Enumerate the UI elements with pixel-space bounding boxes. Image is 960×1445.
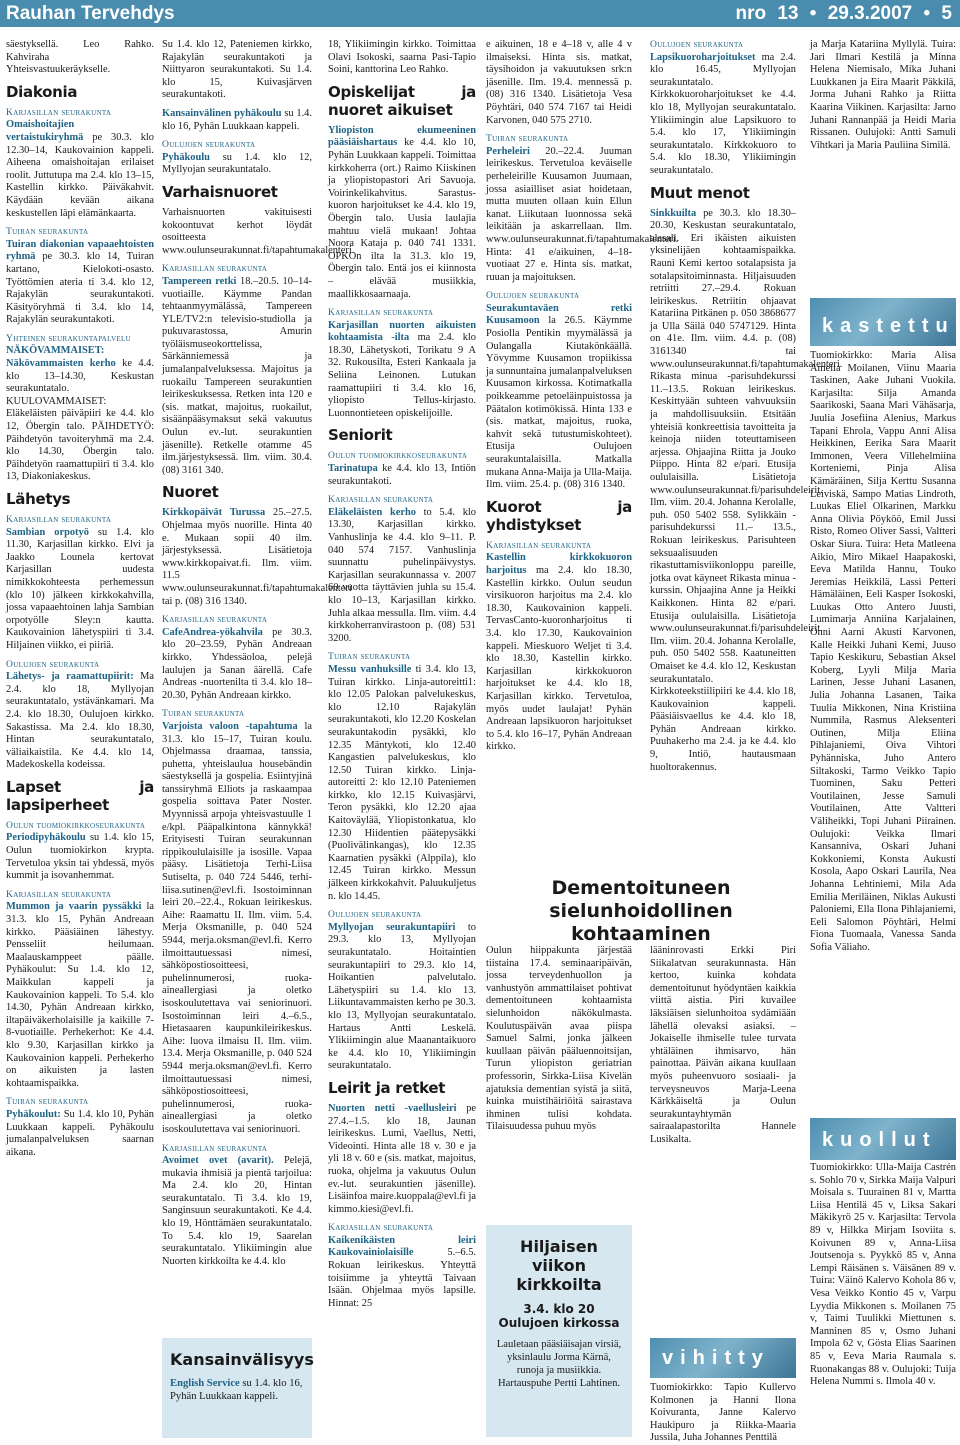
event-text: to 29.3. klo 13, Myllyojan seurakuntatalo. Hoitaintien seurakuntapiiri to 29.3. klo 14, Hoikantien palvelutalo. Lähetyspiiri su 1.4. klo 13. Liikuntavammaisten kerho pe 30.3. klo 13, Myllyojan seurakuntatalo. Hartaus Antti Leskelä. Ylikiimingin alue Maanantaikuoro ke 4.4. klo 10, Ylikiimingin seurakuntatalo. xyxy=(328,921,476,1072)
event-text: Tuomiokirkko: Maria Alisa Amelia Moilanen, Viinu Maaria Taskinen, Aake Juhani Vuokila. Karjasilta: Silja Amanda Saarikoski, Saana Mari Vähäsarja, Juulia Josefiina Alenius, Markus Tapani Ehrola, Vappu Anni Alisa Heikkinen, Eerika Sara Maarit Immonen, Veera Villehelmiina Korteniemi, Pinja Alisa Kämäräinen, Silja Kerttu Susanna Leiviskä, Sampo Matias Lindroth, Luukas Eliel Olkarinen, Markku Anna Olivia Pöyköö, Emil Jussi Risto, Romeo Oliver Sassi, Valtteri Oskar Siura. Tuira: Heta Matleena Aikio, Miro Mikael Haapakoski, Eeva Matilda Hannu, Touko Jeremias Heikkilä, Lassi Petteri Hämäläinen, Eeli Kasper Isokoski, Luukas Otto Antero Juusti, Lumimarja Anniina Karjalainen, Onni Aarni Akusti Karvonen, Kalle Heikki Juhani Kemi, Juuso Tapio Keskikuru, Sebastian Aksel Koberg, Lyyli Milja Maria Larinen, Jesse Juhani Lasanen, Julia Johanna Lasanen, Taika Tuulia Mikkonen, Nina Kristiina Nummila, Rasmus Aleksenteri Outinen, Milja Eliina Pihlajaniemi, Oiva Vihtori Pyhänniska, Juho Antero Siltakoski, Tarmo Veikko Tapio Tuominen, Saku Petteri Voutilainen, Jesse Samuli Voutilainen, Atte Valtteri Väliheikki, Topi Juhani Piirainen. Oulujoki: Veikka Ilmari Kansanniva, Oskari Juhani Kokkoniemi, Konsta Aukusti Kosola, Aapo Oskari Laurila, Nea Johanna Lehtiniemi, Mila Ada Emilia Meriläinen, Niklas Aukusti Paloniemi, Ella Ilona Pihlajaniemi, Eeli Salomon Pöyhtäri, Helmi Fiona Tuomaala, Vanessa Sanda Sofia Väliaho. xyxy=(810,350,956,953)
parish-name: Karjasillan seurakunta xyxy=(486,539,592,551)
parish-name: Oulun tuomiokirkkoseurakunta xyxy=(328,450,468,462)
listing-entry xyxy=(6,333,154,484)
column-3 xyxy=(328,39,476,1316)
parish-name: Yhteinen seurakuntapalvelu xyxy=(6,332,131,344)
article-left-column: Oulun hiippakunta järjestää tiistaina 17.4. seminaaripäivän, jossa terveydenhuollon ja vanhustyön ammattilaiset pohtivat dementoituneen kohtaamista sielunhoidon näkökulmasta. Koulutuspäivän avaa piispa Samuel Salmi, jonka jälkeen kuullaan päivän pääluennoitsijan, Turun yliopiston geriatrian professorin, Sirkka-Liisa Kivelän ajatuksia dementian syistä ja siitä, kuinka muistihäiriöitä sairastava ihminen tulisi kohdata. Tilaisuudessa puhuu myös xyxy=(486,945,632,1133)
event-text: ja Marja Katariina Myllylä. Tuira: Jari Ilmari Kestilä ja Minna Helena Niemisalo, Mika Juhani Luukkanen ja Eira Maarit Päkkilä, Jorma Juhani Rahko ja Riitta Kaarina Viikinen. Karjasilta: Jarno Juhani Rannanpää ja Heidi Maria Rissanen. Oulujoki: Antti Samuli Vihtkari ja Maria Pauliina Similä. xyxy=(810,39,956,151)
section-heading: Diakonia xyxy=(6,82,78,101)
event-title: Messu vanhuksille xyxy=(328,663,412,675)
box-title: Kansainvälisyys xyxy=(170,1350,314,1369)
event-title: Perheleiri xyxy=(486,145,530,157)
column-5-vihityt xyxy=(650,1382,796,1445)
event-text: 18.–20.5. 10–14-vuotiaille. Käymme Pandan tehtaanmyymälässä, Tampereen YLE/TV2:n televisio-studiolla ja pukuvarastossa, Amurin työläismuseokorttelissa, Särkänniemessä ja jumalanpalveluksessa. Majoitus ja ruokailu Tampereen seurakuntien leirikeskuksessa. Retken inta 120 e (sis. matkat, majoitus, ruokailut, sisäänpääsymaksut sekä vakuutus Oulun ev.-lut. seurakuntien jäsenille). Retkelle otamme 45 ilm.järjestyksessä. Ilm. viim. 30.4. (08) 3161 340. xyxy=(162,275,312,476)
parish-name: Karjasillan seurakunta xyxy=(6,106,112,118)
listing-entry xyxy=(810,1162,956,1389)
event-text: 25.–27.5. Ohjelmaa myös nuorille. Hinta 40 e. Mukaan sopii 40 ilm. järjestyksessä. Lisätietoja www.kirkkopaivat.fi. Ilm. viim. 11.5 www.oulunseurakunnat.fi/tapahtumakalenteri tai p. (08) 316 1340. xyxy=(162,507,352,607)
article-dementoituneen xyxy=(486,877,796,1145)
event-text: pe 30.3. klo 18.30–20.30, Keskustan seurakuntatalo, alasali. Eri ikäisten aikuisten yksinelijäen kohtaamispaikka. Rauni Kemi kertoo sotalapsista ja sotalapsitoiminnasta. Hiljaisuuden retriitti 27.–29.4. Rokuan leirikeskus. Retriitin ohjaavat Katariina Pitkänen p. 050 3868677 ja Ulla Säilä 040 5747129. Hinta on 41e. Ilm. viim. 4.4. p. (08) 3161340 tai www.oulunseurakunnat.fi/tapahtumakalenteri. Rikasta minua -parisuhdekurssi 11.–13.5. Rokuan leirikeskus. Keskittyään suhteen vahvuuksiin ja mahdollisuuksiin. Etsitään yhteisiä konkreettisia tavoitteita ja keinoja niiden toteuttamiseen arjessa. Ohjaajina Riitta ja Jouko Piippo. Hinta 82 e/pari. Etusija oululaisilla. Lisätietoja www.oulunseurakunnat.fi/parisuhdeleirit. Ilm. viim. 20.4. Johanna Kerolalle, puh. 050 5402 558. Sylikkäin -parisuhdekurssi 11.– 13.5., Rokuan leirikeskus. Parisuhteen seksuaalisuuden rikastuttamisviikonloppu pareille, jotka ovat käyneet Rikasta minua -kurssin. Ohjaajina Anne ja Heikki Kaikkonen. Hinta 82 e/pari. Etusija oululaisilla. Lisätietoja www.oulunseurakunnat.fi/parisuhdeleirit. Ilm. viim. 20.4. Johanna Kerolalle, puh. 050 5402 558. Kaatuneitten Omaiset ke 4.4. klo 12, Keskustan seurakuntatalo. Kirkkoteekstiilipiiri ke 4.4. klo 18, Kaukovainion kappeli. Pääsiäisvaellus ke 4.4. klo 18, Pyhän Andreaan kirkko. Puuhakerho ma 2.4. ja ke 4.4. klo 9, Intiö, hautausmaan huoltorakennus. xyxy=(650,207,843,773)
listing-entry xyxy=(162,1143,312,1269)
event-title: Lapsikuoroharjoitukset xyxy=(650,51,756,63)
listing-entry xyxy=(328,651,476,903)
listing-entry xyxy=(486,39,632,127)
event-title: Myllyojan seurakuntapiiri xyxy=(328,921,456,933)
box-subtitle: 3.4. klo 20 Oulujoen kirkossa xyxy=(498,1302,620,1330)
event-title: Tuiran diakonian vapaaehtoisten ryhmä xyxy=(6,238,154,263)
article-title: Dementoituneen sielunhoidollinen kohtaaminen xyxy=(549,877,733,945)
listing-entry xyxy=(6,889,154,1091)
event-text: to 5.4. klo 13.30, Karjasillan kirkko. Vanhuslinja ke 4.4. klo 9–11. P. 040 574 7157. Vanhuslinja suunnattu puhelinpäivystys. Karjasillan seurakunnassa v. 2007 60 vuotta täyttävien juhla su 15.4. klo 10–13, Karjasillan kirkko. Juhla alkaa messulla. Ilm. viim. 4.4 kirkkoherranvirastoon p. (08) 531 3200. xyxy=(328,506,476,644)
parish-name: Karjasillan seurakunta xyxy=(328,307,434,319)
parish-name: Oulujoen seurakunta xyxy=(650,39,744,50)
event-text: ma 2.4. klo 18.30, Kastellin kirkko. Oulun seudun virsikuoron harjoitus ma 2.4. klo 18.30, Kaukovainion kappeli. TervasCanto-kuoronharjoitus ti 3.4. klo 17.30, Kaukovainion kappeli. Mieskuoro Weljet ti 3.4. klo 18.30, Kastellin kirkko. Karjasillan kirkkokuoron harjoitukset ke 4.4. klo 18, Karjasillan kirkko. Tervetuloa, myös uudet laulajat! Pyhän Andreaan lapsikuoron harjoitukset to 5.4. klo 16–17, Pyhän Andreaan kirkko. xyxy=(486,564,632,753)
article-right-column: lääninrovasti Erkki Piri Siikalatvan seurakunnasta. Hän kertoo, kuinka kohdata dementoitunut hyödyntäen kaikkia viittä aistia. Piri kuvailee läksiäisen sielunhoitoa sydämiään lähellä olevaksi asiaksi. – Jokaiselle ihmiselle tulee turvata yhtäläinen ihmisarvo, hän painottaa. Päivän aikana kuullaan myös puheenvuoro sosiaali- ja terveysneuvos Marja-Leena Kärkkäiseltä ja Oulun seurakuntayhtymän sairaalapastorilta Hannele Lusikalta. xyxy=(650,945,796,1145)
column-6-kastetut xyxy=(810,350,956,961)
event-text: pe 30.3. klo 12.30–14, Kaukovainion kappeli. Aiheena omaishoitajan erilaiset roolit. Juttutupa ma 2.4. klo 13–15, Kastellin kirkko. Päiväkahvit. Käydään kevään aikana keskustellen läpi elämänkaarta. xyxy=(6,131,154,219)
event-text: ti 3.4. klo 13, Tuiran kirkko. Linja-autoreitti1: klo 12.05 Palokan palvelukeskus, klo 12.10 Rajakylän seurakuntakoti, klo 12.20 Koskelan seurakuntakodin pysäkki, klo 12.35 Mäntykoti, klo 12.40 Kangastien palvelukeskus, klo 12.50 Tuiran kirkko. Linja-autoreitti 2: klo 12.10 Pateniemen kirkko, klo 12.15 Kuivasjärvi, Teron pysäkki, klo 12.20 ajaa Kaitoväylää, Yliopistonkatua, klo 12.30 Hiidentien päätepysäkki (Puolivälinkangas), klo 12.35 Kaarnatien pysäkki (Alppila), klo 12.45 Tuiran kirkko. Messun jälkeen kirkkokahvit. Paluukuljetus n. klo 14.45. xyxy=(328,663,476,902)
event-text: pe 30.3. klo 20–23.59, Pyhän Andreaan kirkko. Yhdessäoloa, pelejä laulujen ja Sanan äärellä. Cafe Andreas -nuortenilta ti 3.4. klo 18–20.30, Pyhän Andreaan kirkko. xyxy=(162,626,312,701)
section-heading: Kuorot ja yhdistykset xyxy=(486,497,632,534)
parish-name: Karjasillan seurakunta xyxy=(328,494,434,506)
event-text: su 1.4. klo 12, Myllyojan seurakuntatalo. xyxy=(162,151,312,176)
box-body: Lauletaan pääsiäisajan virsiä, yksinlaulu Jorma Kärnä, runoja ja musiikkia. Hartauspuhe Pertti Lahtinen. xyxy=(496,1339,622,1389)
listing-entry xyxy=(810,39,956,152)
listing-entry xyxy=(328,125,476,301)
event-text: 18, Ylikiimingin kirkko. Toimittaa Olavi Isokoski, saarna Pasi-Tapio Soini, kanttorina Leo Rahko. xyxy=(328,39,476,76)
event-text: Su 1.4. klo 10, Pyhän Luukkaan kappeli. Pyhäkoulu jumalanpalveluksen saarnan aikana. xyxy=(6,1108,154,1158)
listing-entry xyxy=(162,39,312,102)
listing-entry xyxy=(162,708,312,1136)
event-text: la 31.3. klo 15–17, Tuiran koulu. Ohjelmassa draamaa, tanssia, puhetta, yhteislaulua housebändin säestyksellä ja gospelia. Esiintyjinä tanssiryhmä Elliots ja raskaampaa gospelia soittava Pater Noster. Myynnissä arpoja yhteisvastuulle 1 e/kpl. Pääpalkintona kännykkä! Erityisesti Tuiran seurakunnan rippikoululaisille ja isosille. Vapaa pääsy. Lisätietoja Terhi-Liisa Sutiselta, p. 040 724 5446, terhi-liisa.sutinen@evl.fi. Isostoiminnan leiri 20.–22.4., Rokuan leirikeskus. Aihe: Raamattu II. Ilm. viim. 5.4. Merja Oksmanille, p. 040 524 5944, merja.oksman@evl.fi. Kerro ilmoittautuessasi nimesi, sähköpostiosoitteesi, puhelinnumerosi, ruoka-aineallergiasi ja oletko isoskoulutettava vai seniorinuori. Isostoiminnan leiri 4.–6.5., Hietasaaren kaupunkileirikeskus. Aihe: luova ilmaisu II. Ilm. viim. 13.4. Merja Oksmanille, p. 040 524 5944 merja.oksman@evl.fi. Kerro ilmoittautuessasi nimesi, sähköpostiosoitteesi, puhelinnumerosi, ruoka-aineallergiasi ja oletko isoskoulutettava vai seniorinuori. xyxy=(162,720,312,1135)
event-text: su 1.4. klo 11.30, Karjasillan kirkko. Elvi ja Jaakko Lounela kertovat Karjasillan uudesta nimikkokohteesta perhemessun (klo 10) jälkeen kirkkokahvilla, jossa vapaaehtoinen lahja Sambian orpotyölle Sley:n kautta. Kaukovainion lähetyspiiri ti 3.4. Hiljainen viikko, ei piiriä. xyxy=(6,526,154,651)
section-heading: Lapset ja lapsiperheet xyxy=(6,777,154,814)
parish-name: Tuiran seurakunta xyxy=(6,226,89,238)
event-text: su 1.4. klo 15, Oulun tuomiokirkon krypta. Tervetuloa yksin tai yhdessä, myös kummit ja isovanhemmat. xyxy=(6,832,154,882)
section-heading: Lähetys xyxy=(6,490,71,508)
listing-entry xyxy=(162,263,312,477)
event-title: Karjasillan nuorten aikuisten kohtaamista -ilta xyxy=(328,319,476,344)
event-title: Kirkkopäivät Turussa xyxy=(162,507,266,519)
section-heading: Leirit ja retket xyxy=(328,1078,446,1097)
section-heading: Opiskelijat ja nuoret aikuiset xyxy=(328,82,476,119)
photo-kastettu: kastettu xyxy=(810,298,956,346)
event-text: ma 2.4. klo 18.30, Lähetyskoti, Torikatu 9 A 32. Rukousilta, Esteri Kankaala ja Seliina Leinonen. Lutukan raamattupiiri ti 3.4. klo 16, yliopisto Tellus-kirjasto. Luonnontieteen opiskelijoille. xyxy=(328,332,476,419)
column-6-kuolleet xyxy=(810,1162,956,1395)
parish-name: Oulun tuomiokirkkoseurakunta xyxy=(6,819,146,831)
column-5 xyxy=(650,39,843,780)
listing-entry xyxy=(6,514,154,653)
event-text: pe 27.4.–1.5. klo 18, Jaunan leirikeskus. Lumi, Vaellus, Netti, Videointi. Hinta alle 18 v. 30 e ja yli 18 v. 60 e (sis. matkat, majoitus, ruoka, ohjelma ja vakuutus Oulun ev.-lut. seurakuntien jäsenille). Lisäinfoa maire.kuoppala@evl.fi ja kimmo.kiesi@evl.fi. xyxy=(328,1102,476,1215)
event-text: ma 2.4. klo 16.45, Myllyojan seurakuntatalo. Kirkkokuoroharjoitukset ke 4.4. klo 18, Myllyojan seurakuntatalo. Ylikiimingin alue Lapsikuoro to 5.4. klo 17, Ylikiimingin seurakuntatalo. Kirkkokuoro to 5.4. klo 18.30, Ylikiimingin seurakuntatalo. xyxy=(650,51,796,176)
event-title: Nuorten netti -vaellusleiri xyxy=(328,1102,457,1114)
listing-entry xyxy=(486,540,632,754)
event-title: Sambian orpotyö xyxy=(6,526,89,538)
listing-entry xyxy=(650,207,843,775)
box-kansainvalisyys xyxy=(162,1338,312,1438)
parish-name: Karjasillan seurakunta xyxy=(162,263,268,275)
parish-name: Tuiran seurakunta xyxy=(162,708,245,720)
parish-name: Karjasillan seurakunta xyxy=(6,514,112,525)
event-title: CafeAndrea-yökahvila xyxy=(162,626,263,638)
section-heading: Muut menot xyxy=(650,183,750,202)
parish-name: Oulujoen seurakunta xyxy=(6,658,100,670)
listing-entry xyxy=(328,909,476,1073)
page-header xyxy=(0,0,960,27)
event-text: ke 4.4. klo 13–14.30, Keskustan seurakuntatalo. KUULOVAMMAISET: Eläkeläisten päiväpiiri ke 4.4. klo 12, Öbergin talo. PÄIHDETYÖ: Päihdetyön tavoiteryhmä ma 2.4. klo 14.30, Öbergin talo. Päihdetyön raamattupiiri ti 3.4. klo 13, Diakoniakeskus. xyxy=(6,358,154,483)
event-title: Lähetys- ja raamattupiirit: xyxy=(6,671,134,683)
event-title: Omaishoitajien vertaistukiryhmä xyxy=(6,119,84,143)
parish-name: Tuiran seurakunta xyxy=(6,1096,89,1108)
listing-entry xyxy=(6,39,154,77)
publication-title: Rauhan Tervehdys xyxy=(6,3,175,24)
event-title: Tarinatupa xyxy=(328,463,378,475)
event-text: Ma 2.4. klo 18, Myllyojan seurakuntatalo, ystävänkamari. Ma 2.4. klo 18.30, Oulujoen kirkko. Sakastissa. Ma 2.4. klo 18.30, Hintan seurakuntatalo, väliaikaistila. Ke 4.4. klo 14, Madekoskella kodeissa. xyxy=(6,671,154,771)
box-text: su 1.4. klo 16, Pyhän Luukkaan kappeli. xyxy=(170,1378,303,1402)
listing-entry xyxy=(162,108,312,133)
listing-entry xyxy=(162,614,312,702)
listing-entry xyxy=(328,1222,476,1310)
listing-entry xyxy=(6,659,154,772)
parish-name: Oulujoen seurakunta xyxy=(162,139,256,151)
box-hiljaisen-viikon xyxy=(486,1225,632,1437)
event-text: Su 1.4. klo 12, Pateniemen kirkko, Rajakylän seurakuntakoti ja Niittyaron seurakuntakoti. Su 1.4. klo 15, Kuivasjärven seurakuntakoti. xyxy=(162,39,312,101)
listing-entry xyxy=(162,206,355,257)
event-text: la 31.3. klo 15, Pyhän Andreaan kirkko. Pääsiäinen lähestyy. Pensseliit heilumaan. Maalauskamppeet päälle. Pyhäkoulut: Su 1.4. klo 12, Maikkulan kappeli ja Kaukovainion kappeli. To 5.4. klo 14.30, Pyhän Andreaan kirkko, iltapäiväkerholaisille ja kaikille 7-8-vuotiaille. Perhekerhot: Ke 4.4. klo 9.30, Karjasillan kirkko ja Kaukovainion kappeli. Perhekerho on aikuisten ja lasten kohtaamispaikka. xyxy=(6,901,154,1089)
section-heading: Nuoret xyxy=(162,483,219,502)
parish-name: Karjasillan seurakunta xyxy=(162,1142,268,1154)
box-bold: English Service xyxy=(170,1378,240,1389)
event-title: Yliopiston ekumeeninen pääsiäishartaus xyxy=(328,124,476,149)
parish-name: Karjasillan seurakunta xyxy=(162,614,268,626)
photo-kuollut: kuollut xyxy=(810,1118,956,1160)
listing-entry xyxy=(650,39,796,178)
section-heading: Varhaisnuoret xyxy=(162,182,278,201)
listing-entry xyxy=(162,507,352,608)
event-title: NÄKÖVAMMAISET: Näkövammaisten kerho xyxy=(6,345,116,370)
event-text: su 1.4. klo 16, Pyhän Luukkaan kappeli. xyxy=(162,107,312,132)
listing-entry xyxy=(328,39,476,77)
event-title: Sinkkuilta xyxy=(650,207,697,219)
listing-entry xyxy=(328,1103,476,1216)
event-text: Pelejä, mukavia ihmisiä ja pientä tarjoilua: Ma 2.4. klo 20, Hintan seurakuntatalo. Ti 3.4. klo 19, Sanginsuun seurakuntakoti. Ke 4.4. klo 19, Hönttämäen seurakuntatalo. To 5.4. klo 19, Saarelan seurakuntatalo. Ylikiimingin alue Nuorten kirkkoilta ke 4.4. klo xyxy=(162,1155,312,1267)
issue-info: nro 13 • 29.3.2007 • 5 xyxy=(735,3,952,24)
event-title: Eläkeläisten kerho xyxy=(328,506,416,518)
event-title: Pyhäkoulut: xyxy=(6,1108,61,1120)
parish-name: Tuiran seurakunta xyxy=(486,133,569,145)
event-title: Seurakuntaväen retki Kuusamoon xyxy=(486,302,632,327)
listing-entry xyxy=(650,1382,796,1445)
listing-entry xyxy=(6,107,154,220)
column-6-vihityt-top xyxy=(810,39,956,158)
listing-entry xyxy=(6,1096,154,1159)
event-text: Tuomiokirkko: Tapio Kullervo Kolmonen ja Hanni Ilona Koivuranta, Janne Kalervo Haukipuro ja Riikka-Maaria Jussila, Juha Johannes Penttilä xyxy=(650,1382,796,1444)
column-1 xyxy=(6,39,154,1165)
event-title: Kastellin kirkkokuoron harjoitus xyxy=(486,552,632,576)
listing-entry xyxy=(328,450,476,488)
event-title: Kaikenikäisten leiri Kaukovainiolaisille xyxy=(328,1234,476,1259)
event-text: ke 4.4. klo 10, Pyhän Luukkaan kappeli. Toimittaa kirkkoherra (ort.) Raimo Kiiskinen ja yliopistopastori Ari Savuoja. Voirinkelikahvitus. Sarastus-kuoron harjoitukset ke 4.4. klo 19, Öbergin talo. Uusia laulajia mahtuu vielä mukaan! Johtaa Noora Kataja p. 040 741 1331. OPKOn ilta la 31.3. klo 19, Öbergin talo. Entä jos ei kiinnosta – elävää musiikkia, maallikkosaarnaaja. xyxy=(328,137,476,300)
event-text: Tuomiokirkko: Ulla-Maija Castrén s. Sohlo 70 v, Sirkka Maija Valpuri Moisala s. Tuurainen 81 v, Martta Liisa Hentilä 45 v, Liksa Sakari Mäkikyrö 25 v. Karjasilta: Tervola 89 v, Hilkka Mirjam Isoviita s. Koivunen 89 v, Anna-Liisa Joutsenoja s. Pyykkö 85 v, Anna Lempi Räisänen s. Väisänen 89 v. Tuira: Väinö Kalervo Kohola 86 v, Vesa Veikko Kontio 45 v, Varpu Lyydia Mikkonen s. Moilanen 75 v, Taimi Tuulikki Miettunen s. Manninen 85 v, Osmo Juhani Impola 62 v, Gösta Elias Saarinen 85 v, Eeva Maria Raumala s. Ruonakangas 88 v. Oulujoki: Tuija Helena Nummi s. Ilmola 40 v. xyxy=(810,1162,956,1388)
event-title: Tampereen retki xyxy=(162,275,237,287)
event-text: 5.–6.5. Rokuan leirikeskus. Yhteyttä toisiimme ja yhteyttä Taivaan Isään. Ohjelmaa myös lapsille. Hinnat: 25 xyxy=(328,1247,476,1309)
parish-name: Tuiran seurakunta xyxy=(328,651,411,663)
photo-vihitty: vihitty xyxy=(650,1338,796,1378)
event-text: e aikuinen, 18 e 4–18 v, alle 4 v ilmaiseksi. Hinta sis. matkat, täysihoidon ja vakuutuksen srk:n jäsenille. Ilm. 19.4. mennessä p. (08) 316 1340. Lisätietoja Vesa Pöyhtäri, 040 574 7167 tai Heidi Karvonen, 040 575 2710. xyxy=(486,39,632,126)
box-title: Hiljaisen viikon kirkkoilta xyxy=(516,1237,602,1294)
listing-entry xyxy=(810,350,956,955)
event-text: pe 30.3. klo 14, Tuiran kartano, Kielokoti-osasto. Työttömien ateria ti 3.4. klo 12, Rajakylän seurakuntakoti. Käsityöryhmä ti 3.4. klo 14, Rajakylän seurakuntakoti. xyxy=(6,251,154,326)
listing-entry xyxy=(328,494,476,645)
event-title: Pyhäkoulu xyxy=(162,151,210,163)
event-text: ke 4.4. klo 13, Intiön seurakuntakoti. xyxy=(328,463,476,487)
parish-name: Oulujoen seurakunta xyxy=(486,290,580,302)
event-title: Kansainvälinen pyhäkoulu xyxy=(162,107,282,119)
event-title: Varjoista valoon -tapahtuma xyxy=(162,720,298,732)
listing-entry xyxy=(328,307,476,420)
event-text: la 26.5. Käymme Posiolla Pentikin myymälässä ja Oulangalla Kiutakönkäällä. Yövymme Kuusamon tropiikissa ja sunnuntaina jumalanpalveluksen Kuusamon kirkossa. Kotimatkalla poikkeamme petoeläinpuistossa ja Päätalon kotimökissä. Hinta 133 e (sis. matkat, majoitus, ruoka, kahvit sekä tutustumiskohteet). Etusija Oulujoen seurakuntalaisilla. Matkalla mukana Anna-Maija ja Ulla-Maija. Ilm. viim. 25.4. p. (08) 316 1340. xyxy=(486,315,633,491)
parish-name: Karjasillan seurakunta xyxy=(328,1222,434,1234)
listing-entry xyxy=(162,139,312,177)
listing-entry xyxy=(6,820,154,883)
parish-name: Karjasillan seurakunta xyxy=(6,888,112,900)
listing-entry xyxy=(6,226,154,327)
event-title: Periodipyhäkoulu xyxy=(6,832,86,844)
event-title: Avoimet ovet (avarit). xyxy=(162,1155,274,1167)
parish-name: Oulujoen seurakunta xyxy=(328,909,422,921)
section-heading: Seniorit xyxy=(328,426,393,445)
event-title: Mummon ja vaarin pyssäkki xyxy=(6,901,142,913)
event-text: Varhaisnuorten vakituisesti kokoontuvat kerhot löydät osoitteesta www.oulunseurakunnat.fi/tapahtumakalenteri. xyxy=(162,206,355,256)
event-text: 20.–22.4. Juuman leirikeskus. Tervetuloa keväiselle perheleirille Kuusamon Juumaan, jossa asiailliset asiat hoidetaan, mutta muuten ollaan kuin Ellun kanat. Liikutaan luonnossa sekä leikitään ja askarrellaan. Ilm. www.oulunseurakunnat.fi/tapahtumakalenteri. Hinta: 41 e/aikuinen, 4–18-vuotiaat 27 e. Hinta sis. matkat, ruuan ja majoituksen. xyxy=(486,145,679,283)
listing-entry xyxy=(486,290,632,492)
event-text: säestyksellä. Leo Rahko. Kahviraha Yhteisvastuukeräykselle. xyxy=(6,39,154,76)
